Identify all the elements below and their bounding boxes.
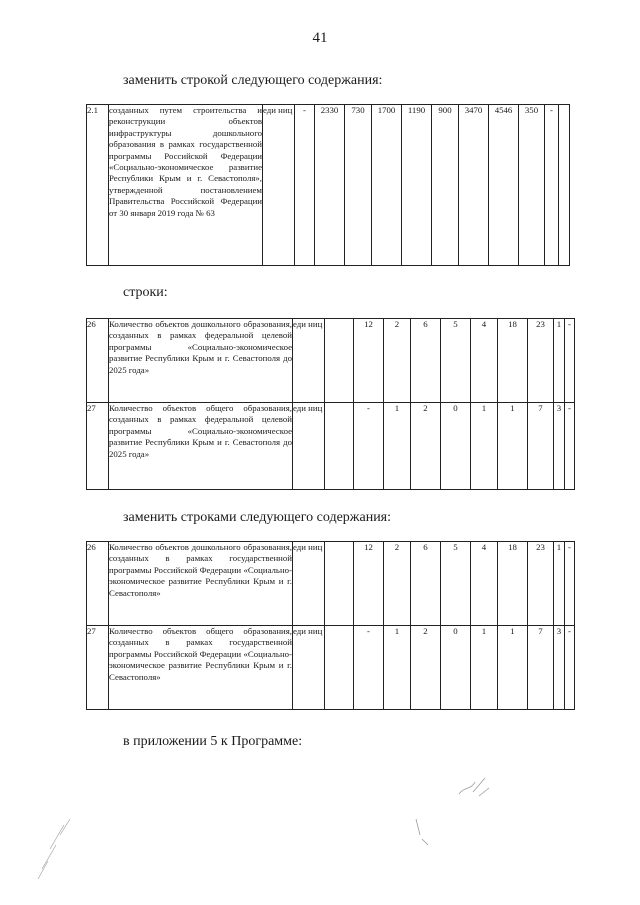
value-cell: 5 [441, 542, 471, 626]
row-description: Количество объектов общего образования, созданных в рамках государственной программы Российской Федерации «Социально-экономическое развитие Республики Крым и г. Севастополя» [109, 626, 293, 710]
value-cell: 2330 [315, 105, 345, 266]
value-cell: 1 [498, 403, 528, 490]
value-cell: 4546 [489, 105, 519, 266]
value-cell: - [565, 403, 575, 490]
row-number: 26 [87, 319, 109, 403]
table-row [87, 626, 575, 710]
value-cell: - [354, 403, 384, 490]
value-cell: 900 [432, 105, 459, 266]
row-unit: еди ниц [293, 626, 325, 710]
value-cell: 1 [471, 403, 498, 490]
value-cell: 350 [519, 105, 545, 266]
value-cell: 3 [554, 403, 565, 490]
value-cell: 12 [354, 319, 384, 403]
value-cell: 6 [411, 319, 441, 403]
value-cell: 2 [384, 542, 411, 626]
row-description: Количество объектов общего образования, созданных в рамках федеральной целевой программы «Социально-экономическое развитие Республики Крым и г. Севастополя до 2025 года» [109, 403, 293, 490]
value-cell: 1 [384, 403, 411, 490]
scan-mark [30, 815, 76, 885]
row-description: Количество объектов дошкольного образования, созданных в рамках федеральной целевой программы «Социально-экономическое развитие Республики Крым и г. Севастополя до 2025 года» [109, 319, 293, 403]
value-cell: 730 [345, 105, 372, 266]
row-unit: еди ниц [263, 105, 295, 266]
value-cell: 2 [411, 626, 441, 710]
value-cell: 2 [384, 319, 411, 403]
value-cell: 0 [441, 403, 471, 490]
scan-mark [455, 772, 495, 800]
value-cell [325, 542, 354, 626]
row-unit: еди ниц [293, 542, 325, 626]
value-cell: - [295, 105, 315, 266]
table-replacement-row [86, 104, 570, 266]
value-cell: 1 [554, 319, 565, 403]
value-cell: 12 [354, 542, 384, 626]
table-row [87, 319, 575, 403]
appendix-intro: в приложении 5 к Программе: [123, 734, 303, 749]
row-number: 26 [87, 542, 109, 626]
value-cell: 7 [528, 626, 554, 710]
row-unit: еди ниц [293, 319, 325, 403]
row-number: 27 [87, 626, 109, 710]
value-cell: 2 [411, 403, 441, 490]
value-cell: 1 [498, 626, 528, 710]
value-cell: 5 [441, 319, 471, 403]
replace-row-intro: заменить строкой следующего содержания: [123, 73, 383, 88]
table-row [87, 403, 575, 490]
replace-rows-intro: заменить строками следующего содержания: [123, 510, 392, 525]
row-description: Количество объектов дошкольного образования, созданных в рамках государственной программы Российской Федерации «Социально-экономическое развитие Республики Крым и г. Севастополя» [109, 542, 293, 626]
value-cell [559, 105, 570, 266]
row-unit: еди ниц [293, 403, 325, 490]
value-cell: 6 [411, 542, 441, 626]
value-cell [325, 626, 354, 710]
value-cell: 1 [554, 542, 565, 626]
value-cell: 0 [441, 626, 471, 710]
value-cell: 1190 [402, 105, 432, 266]
value-cell: 18 [498, 319, 528, 403]
table-new-rows [86, 541, 575, 710]
rows-intro: строки: [123, 285, 168, 300]
value-cell: - [545, 105, 559, 266]
value-cell: - [565, 542, 575, 626]
page-number: 41 [312, 30, 328, 46]
table-current-rows [86, 318, 575, 490]
value-cell: - [565, 319, 575, 403]
scan-mark [412, 815, 436, 849]
table-row [87, 542, 575, 626]
value-cell: 3470 [459, 105, 489, 266]
value-cell: 4 [471, 319, 498, 403]
value-cell: 4 [471, 542, 498, 626]
value-cell: 1700 [372, 105, 402, 266]
value-cell [325, 319, 354, 403]
row-number: 27 [87, 403, 109, 490]
row-description: созданных путем строительства и реконструкции объектов инфраструктуры дошкольного образования в рамках государственной программы Российской Федерации «Социально-экономическое развитие Республики Крым и г. Севастополя», утвержденной постановлением Правительства Российской Федерации от 30 января 2019 года № 63 [109, 105, 263, 266]
value-cell: 23 [528, 319, 554, 403]
value-cell: 18 [498, 542, 528, 626]
table-row [87, 105, 570, 266]
value-cell [325, 403, 354, 490]
value-cell: - [354, 626, 384, 710]
value-cell: 1 [384, 626, 411, 710]
row-number: 2.1 [87, 105, 109, 266]
value-cell: 23 [528, 542, 554, 626]
value-cell: 7 [528, 403, 554, 490]
value-cell: - [565, 626, 575, 710]
value-cell: 1 [471, 626, 498, 710]
value-cell: 3 [554, 626, 565, 710]
